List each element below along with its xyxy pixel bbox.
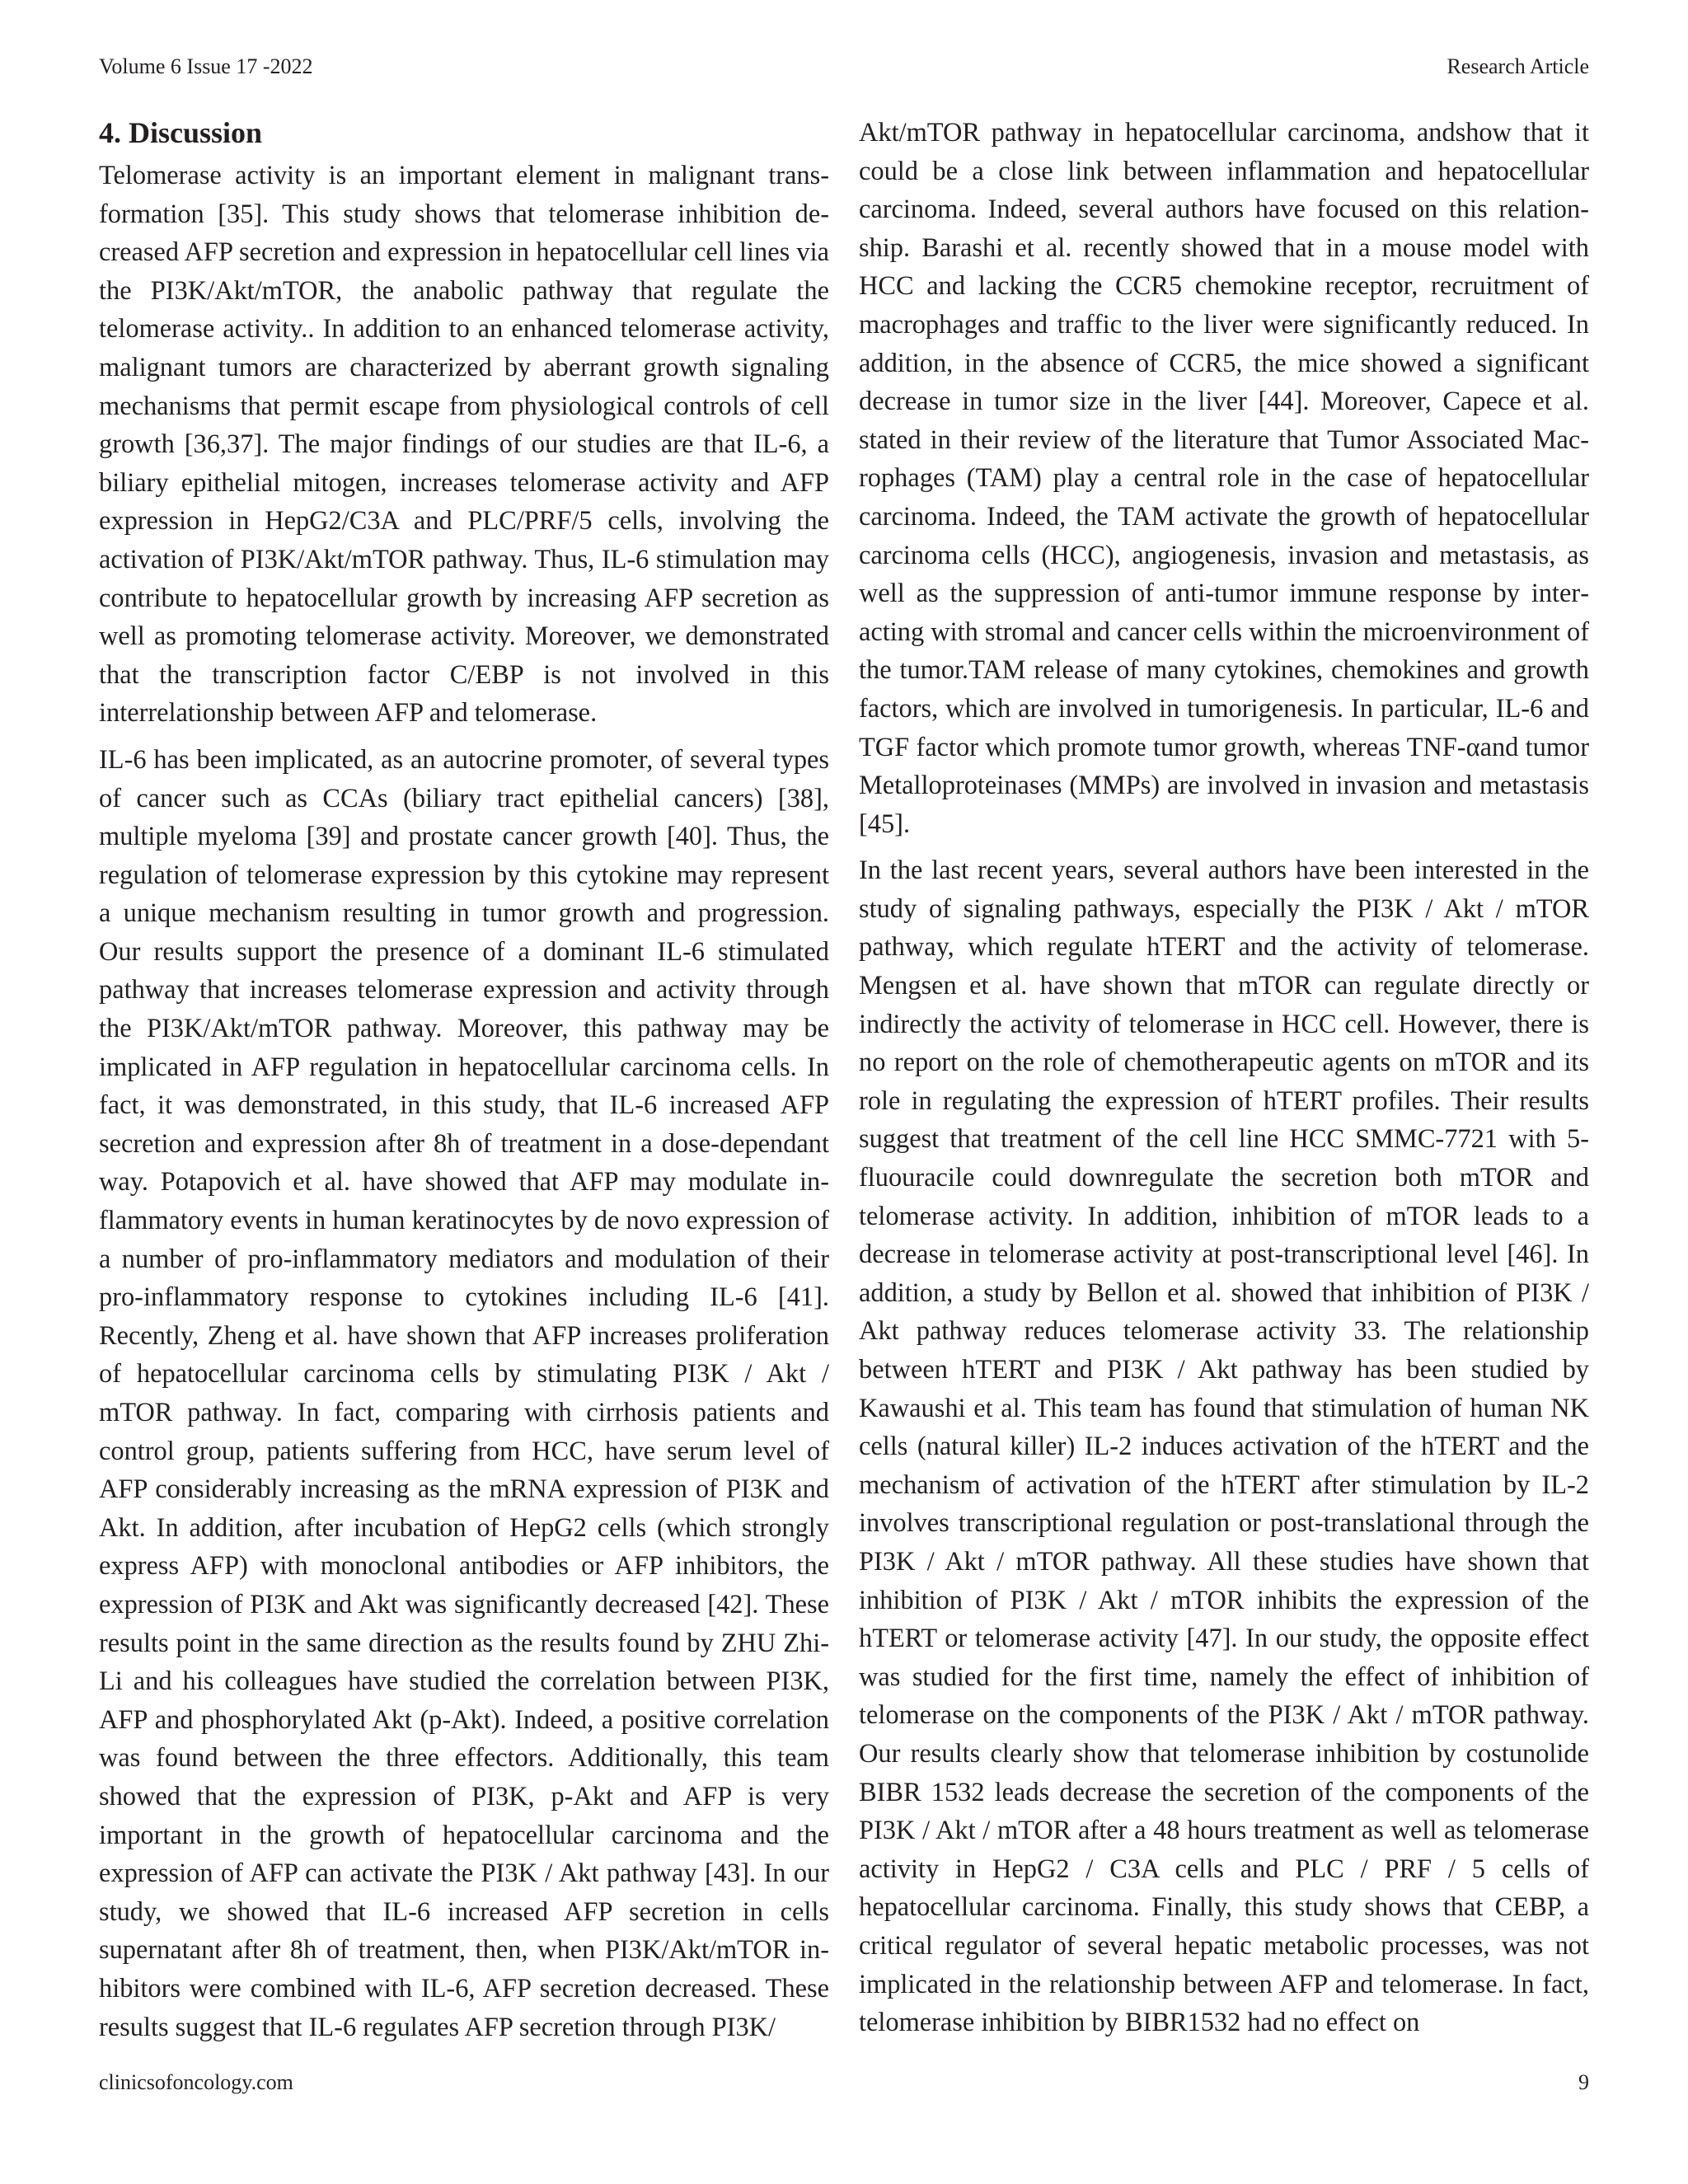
paragraph: Akt/mTOR pathway in hepatocellular carcinoma, andshow that it could be a close link between inflammation and hepatocellular carcinoma. Indeed, several authors have focused on this relationship. Barashi et al. recently showed that in a mouse model with HCC and lacking the CCR5 chemokine receptor, recruitment of macrophages and traffic to the liver were significantly reduced. In addition, in the absence of CCR5, the mice showed a significant decrease in tumor size in the liver [44]. Moreover, Capece et al. stated in their review of the literature that Tumor Associated Macrophages (TAM) play a central role in the case of hepatocellular carcinoma. Indeed, the TAM activate the growth of hepatocellular carcinoma cells (HCC), angiogenesis, invasion and metastasis, as well as the suppression of anti-tumor immune response by interacting with stromal and cancer cells within the microenvironment of the tumor.TAM release of many cytokines, chemokines and growth factors, which are involved in tumorigenesis. In particular, IL-6 and TGF factor which promote tumor growth, whereas TNF-αand tumor Metalloproteinases (MMPs) are involved in invasion and metastasis [45]. xyxy=(859,118,1589,839)
right-column xyxy=(859,114,1589,2050)
left-column xyxy=(99,114,829,2055)
page-number: 9 xyxy=(1578,2070,1589,2094)
paragraph: Telomerase activity is an important element in malignant transformation [35]. This study shows that telomerase inhibition decreased AFP secretion and expression in hepatocellular cell lines via the PI3K/Akt/mTOR, the anabolic pathway that regulate the telomerase activity.. In addition to an enhanced telomerase activity, malignant tumors are characterized by aberrant growth signaling mechanisms that permit escape from physiological controls of cell growth [36,37]. The major findings of our studies are that IL-6, a biliary epithelial mitogen, increases telomerase activity and AFP expression in HepG2/C3A and PLC/PRF/5 cells, involving the activation of PI3K/Akt/mTOR pathway. Thus, IL-6 stimulation may contribute to hepatocellular growth by increasing AFP secretion as well as promoting telomerase activity. Moreover, we demonstrated that the transcription factor C/EBP is not involved in this interrelationship between AFP and telomerase. xyxy=(99,161,829,729)
section-heading: 4. Discussion xyxy=(99,116,263,149)
paragraph: In the last recent years, several authors have been interested in the study of signaling pathways, especially the PI3K / Akt / mTOR pathway, which regulate hTERT and the activity of telomerase. Mengsen et al. have shown that mTOR can regulate directly or indirectly the activity of telomerase in HCC cell. However, there is no report on the role of chemotherapeutic agents on mTOR and its role in regulating the expression of hTERT profiles. Their results suggest that treatment of the cell line HCC SMMC-7721 with 5-fluouracile could downregulate the secretion both mTOR and telomerase activity. In addition, inhibition of mTOR leads to a decrease in telomerase activity at post-transcriptional level [46]. In addition, a study by Bellon et al. showed that inhibition of PI3K / Akt pathway reduces telomerase activity 33. The relationship between hTERT and PI3K / Akt pathway has been studied by Kawaushi et al. This team has found that stimulation of human NK cells (natural killer) IL-2 induces activation of the hTERT and the mechanism of activation of the hTERT after stimulation by IL-2 involves transcriptional regulation or post-translational through the PI3K / Akt / mTOR pathway. All these studies have shown that inhibition of PI3K / Akt / mTOR inhibits the expression of the hTERT or telomerase activity [47]. In our study, the opposite effect was studied for the first time, namely the effect of inhibition of telomerase on the components of the PI3K / Akt / mTOR pathway. Our results clearly show that telomerase inhibition by costunolide BIBR 1532 leads decrease the secretion of the components of the PI3K / Akt / mTOR after a 48 hours treatment as well as telomerase activity in HepG2 / C3A cells and PLC / PRF / 5 cells of hepatocellular carcinoma. Finally, this study shows that CEBP, a critical regulator of several hepatic metabolic processes, was not implicated in the relationship between AFP and telomerase. In fact, telomerase inhibition by BIBR1532 had no effect on xyxy=(859,855,1589,2038)
paragraph: IL-6 has been implicated, as an autocrine promoter, of several types of cancer such as CCAs (biliary tract epithelial cancers) [38], multiple myeloma [39] and prostate cancer growth [40]. Thus, the regulation of telomerase expression by this cytokine may represent a unique mechanism resulting in tumor growth and progression. Our results support the presence of a dominant IL-6 stimulated pathway that increases telomerase expression and activity through the PI3K/Akt/mTOR pathway. Moreover, this pathway may be implicated in AFP regulation in hepatocellular carcinoma cells. In fact, it was demonstrated, in this study, that IL-6 increased AFP secretion and expression after 8h of treatment in a dose-dependant way. Potapovich et al. have showed that AFP may modulate inflammatory events in human keratinocytes by de novo expression of a number of pro-inflammatory mediators and modulation of their pro-inflammatory response to cytokines including IL-6 [41]. Recently, Zheng et al. have shown that AFP increases proliferation of hepatocellular carcinoma cells by stimulating PI3K / Akt / mTOR pathway. In fact, comparing with cirrhosis patients and control group, patients suffering from HCC, have serum level of AFP considerably increasing as the mRNA expression of PI3K and Akt. In addition, after incubation of HepG2 cells (which strongly express AFP) with monoclonal antibodies or AFP inhibitors, the expression of PI3K and Akt was significantly decreased [42]. These results point in the same direction as the results found by ZHU Zhi-Li and his colleagues have studied the correlation between PI3K, AFP and phosphorylated Akt (p-Akt). Indeed, a positive correlation was found between the three effectors. Additionally, this team showed that the expression of PI3K, p-Akt and AFP is very important in the growth of hepatocellular carcinoma and the expression of AFP can activate the PI3K / Akt pathway [43]. In our study, we showed that IL-6 increased AFP secretion in cells supernatant after 8h of treatment, then, when PI3K/Akt/mTOR inhibitors were combined with IL-6, AFP secretion decreased. These results suggest that IL-6 regulates AFP secretion through PI3K/ xyxy=(99,744,830,2042)
article-type: Research Article xyxy=(1447,54,1589,78)
journal-volume: Volume 6 Issue 17 -2022 xyxy=(99,54,313,78)
footer-site: clinicsofoncology.com xyxy=(99,2070,293,2094)
